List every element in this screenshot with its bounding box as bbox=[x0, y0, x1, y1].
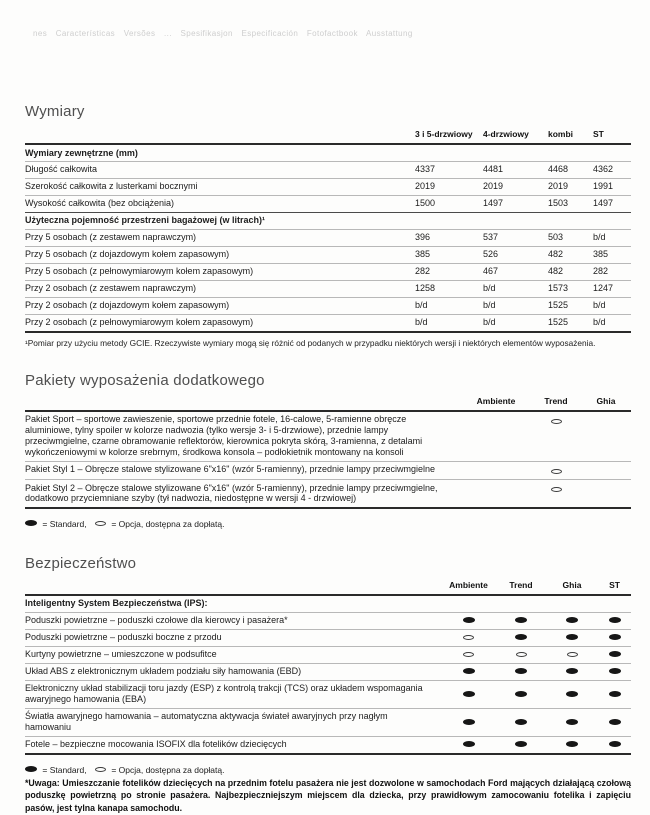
standard-mark-icon bbox=[609, 617, 621, 623]
value-cell: b/d bbox=[593, 300, 606, 311]
table-row bbox=[25, 708, 631, 736]
standard-mark-icon bbox=[566, 617, 578, 623]
option-mark-icon bbox=[551, 469, 562, 474]
table-row bbox=[25, 263, 631, 280]
row-label-cell: Przy 5 osobach (z zestawem naprawczym) bbox=[25, 232, 197, 243]
availability-cell bbox=[441, 629, 496, 646]
standard-mark-icon bbox=[463, 741, 475, 747]
availability-cell bbox=[598, 736, 631, 753]
top-language-nav: nes Características Versões ... Spesifikasjon Especificación Fotofactbook Ausstattung bbox=[33, 29, 413, 38]
value-cell: 1500 bbox=[415, 198, 436, 209]
standard-mark-icon bbox=[25, 520, 37, 526]
availability-cell bbox=[581, 411, 631, 461]
standard-mark-icon bbox=[463, 668, 475, 674]
dimensions-table bbox=[25, 129, 631, 333]
row-label-cell: Pakiet Styl 2 – Obręcze stalowe stylizowane 6"x16" (wzór 5-ramienny), przednie lampy przeciwmgielne, dodatkowo przyciemniane szyby (tył nadwozia, niedostępne w wersji 4 - drzwiowej) bbox=[25, 482, 438, 504]
row-label-cell: Wysokość całkowita (bez obciążenia) bbox=[25, 198, 174, 209]
value-cell: b/d bbox=[483, 317, 496, 328]
row-label-cell: Poduszki powietrzne – poduszki czołowe dla kierowcy i pasażera* bbox=[25, 615, 288, 626]
standard-mark-icon bbox=[515, 741, 527, 747]
standard-mark-icon bbox=[609, 651, 621, 657]
legend-standard-text: = Standard, bbox=[42, 764, 87, 775]
packages-table bbox=[25, 396, 631, 509]
section-label-cell: Inteligentny System Bezpieczeństwa (IPS): bbox=[25, 598, 208, 609]
row-label-cell: Układ ABS z elektronicznym układem podziału siły hamowania (EBD) bbox=[25, 666, 302, 677]
table-row bbox=[25, 246, 631, 263]
packages-section bbox=[25, 372, 631, 529]
option-mark-icon bbox=[95, 767, 106, 772]
row-label-cell: Przy 2 osobach (z dojazdowym kołem zapasowym) bbox=[25, 300, 230, 311]
safety-legend bbox=[25, 765, 631, 775]
value-cell: 4362 bbox=[593, 164, 614, 175]
legend-standard-text: = Standard, bbox=[42, 518, 87, 529]
row-label-cell: Przy 5 osobach (z dojazdowym kołem zapasowym) bbox=[25, 249, 230, 260]
availability-cell bbox=[598, 708, 631, 736]
row-label-cell: Poduszki powietrzne – poduszki boczne z przodu bbox=[25, 632, 222, 643]
legend-option-text: = Opcja, dostępna za dopłatą. bbox=[111, 764, 225, 775]
value-cell: 482 bbox=[548, 266, 564, 277]
availability-cell bbox=[461, 480, 531, 508]
standard-mark-icon bbox=[515, 634, 527, 640]
column-header-trend: Trend bbox=[509, 579, 533, 590]
row-label-cell: Elektroniczny układ stabilizacji toru jazdy (ESP) z kontrolą trakcji (TCS) oraz układem wspomagania awaryjnego hamowania (EBA) bbox=[25, 683, 423, 705]
section-label-cell: Wymiary zewnętrzne (mm) bbox=[25, 147, 138, 158]
value-cell: 1525 bbox=[548, 317, 569, 328]
option-mark-icon bbox=[516, 652, 527, 657]
availability-cell bbox=[546, 680, 598, 708]
standard-mark-icon bbox=[25, 766, 37, 772]
availability-cell bbox=[546, 646, 598, 663]
availability-cell bbox=[546, 629, 598, 646]
availability-cell bbox=[496, 708, 546, 736]
section-header-row bbox=[25, 212, 631, 229]
option-mark-icon bbox=[463, 652, 474, 657]
value-cell: 4337 bbox=[415, 164, 436, 175]
column-header-4-drzwiowy: 4-drzwiowy bbox=[483, 129, 529, 139]
safety-section bbox=[25, 555, 631, 815]
standard-mark-icon bbox=[609, 668, 621, 674]
column-header-3i5-drzwiowy: 3 i 5-drzwiowy bbox=[415, 129, 473, 139]
availability-cell bbox=[598, 646, 631, 663]
table-row bbox=[25, 480, 631, 508]
packages-header-row bbox=[25, 396, 631, 411]
empty-header-cell bbox=[25, 129, 415, 144]
value-cell: 282 bbox=[415, 266, 431, 277]
standard-mark-icon bbox=[566, 668, 578, 674]
table-row bbox=[25, 680, 631, 708]
availability-cell bbox=[496, 663, 546, 680]
availability-cell bbox=[441, 708, 496, 736]
table-row bbox=[25, 461, 631, 479]
section-header-row bbox=[25, 144, 631, 161]
packages-legend bbox=[25, 519, 631, 529]
table-row bbox=[25, 314, 631, 331]
availability-cell bbox=[496, 612, 546, 629]
standard-mark-icon bbox=[609, 634, 621, 640]
section-header-row bbox=[25, 595, 631, 612]
standard-mark-icon bbox=[463, 691, 475, 697]
column-header-st: ST bbox=[593, 129, 604, 139]
option-mark-icon bbox=[463, 635, 474, 640]
value-cell: 537 bbox=[483, 232, 499, 243]
option-mark-icon bbox=[551, 419, 562, 424]
availability-cell bbox=[546, 612, 598, 629]
packages-table-body bbox=[25, 411, 631, 508]
value-cell: 1247 bbox=[593, 283, 614, 294]
availability-cell bbox=[598, 612, 631, 629]
value-cell: 2019 bbox=[483, 181, 504, 192]
value-cell: b/d bbox=[483, 300, 496, 311]
value-cell: b/d bbox=[483, 283, 496, 294]
availability-cell bbox=[461, 411, 531, 461]
table-row bbox=[25, 612, 631, 629]
row-label-cell: Pakiet Sport – sportowe zawieszenie, sportowe przednie fotele, 16-calowe, 5-ramienne obręcze aluminiowe, tylny spoiler w kolorze nadwozia (tylko wersje 3- i 5-drzwiowe), przednie lampy przeciwmgielne, czarne obramowanie reflektorów, kierownica pokryta skórą, 3-ramienna, z detalami wykończeniowymi w kolorze srebrnym, środkowa konsola – podłokietnik montowany na konsoli bbox=[25, 414, 423, 458]
value-cell: 282 bbox=[593, 266, 609, 277]
table-row bbox=[25, 629, 631, 646]
option-mark-icon bbox=[95, 521, 106, 526]
value-cell: 467 bbox=[483, 266, 499, 277]
standard-mark-icon bbox=[515, 617, 527, 623]
value-cell: 1991 bbox=[593, 181, 614, 192]
table-row bbox=[25, 663, 631, 680]
standard-mark-icon bbox=[515, 691, 527, 697]
table-row bbox=[25, 411, 631, 461]
table-row bbox=[25, 195, 631, 212]
table-row bbox=[25, 229, 631, 246]
availability-cell bbox=[496, 736, 546, 753]
standard-mark-icon bbox=[566, 634, 578, 640]
section-label-cell: Użyteczna pojemność przestrzeni bagażowej (w litrach)¹ bbox=[25, 215, 266, 226]
column-header-ghia: Ghia bbox=[596, 395, 616, 406]
value-cell: b/d bbox=[415, 317, 428, 328]
column-header-st: ST bbox=[609, 579, 620, 590]
safety-warning-note: *Uwaga: Umieszczanie fotelików dziecięcych na przednim fotelu pasażera nie jest dozwolone w samochodach Ford mających działającą czołową poduszkę powietrzną po stronie pasażera. Najbezpieczniejszym miejscem dla dziecka, przy prawidłowym zamocowaniu fotelika i zapięciu pasów, jest tylna kanapa samochodu. bbox=[25, 777, 631, 814]
availability-cell bbox=[581, 461, 631, 479]
option-mark-icon bbox=[567, 652, 578, 657]
availability-cell bbox=[598, 663, 631, 680]
table-row bbox=[25, 736, 631, 753]
table-row bbox=[25, 178, 631, 195]
value-cell: 4468 bbox=[548, 164, 569, 175]
standard-mark-icon bbox=[566, 691, 578, 697]
availability-cell bbox=[531, 480, 581, 508]
value-cell: 396 bbox=[415, 232, 431, 243]
availability-cell bbox=[461, 461, 531, 479]
row-label-cell: Przy 2 osobach (z zestawem naprawczym) bbox=[25, 283, 197, 294]
safety-table bbox=[25, 580, 631, 755]
availability-cell bbox=[441, 646, 496, 663]
standard-mark-icon bbox=[515, 668, 527, 674]
column-header-kombi: kombi bbox=[548, 129, 574, 139]
value-cell: 482 bbox=[548, 249, 564, 260]
row-label-cell: Przy 2 osobach (z pełnowymiarowym kołem zapasowym) bbox=[25, 317, 254, 328]
row-label-cell: Światła awaryjnego hamowania – automatyczna aktywacja świateł awaryjnych przy nagłym hamowaniu bbox=[25, 711, 388, 733]
value-cell: 1497 bbox=[593, 198, 614, 209]
standard-mark-icon bbox=[609, 741, 621, 747]
value-cell: 385 bbox=[593, 249, 609, 260]
standard-mark-icon bbox=[463, 719, 475, 725]
document-page bbox=[25, 0, 631, 815]
availability-cell bbox=[441, 736, 496, 753]
standard-mark-icon bbox=[566, 741, 578, 747]
empty-header-cell bbox=[25, 580, 441, 595]
option-mark-icon bbox=[551, 487, 562, 492]
dimensions-table-body bbox=[25, 144, 631, 332]
availability-cell bbox=[496, 680, 546, 708]
availability-cell bbox=[598, 629, 631, 646]
column-header-ambiente: Ambiente bbox=[476, 395, 516, 406]
row-label-cell: Kurtyny powietrzne – umieszczone w podsufitce bbox=[25, 649, 217, 660]
safety-table-body bbox=[25, 595, 631, 754]
availability-cell bbox=[598, 680, 631, 708]
section-title-pakiety: Pakiety wyposażenia dodatkowego bbox=[25, 371, 265, 389]
availability-cell bbox=[441, 663, 496, 680]
dimensions-footnote: ¹Pomiar przy użyciu metody GCIE. Rzeczywiste wymiary mogą się różnić od podanych w przypadku niektórych wersji i niektórych elementów wyposażenia. bbox=[25, 337, 596, 348]
availability-cell bbox=[441, 612, 496, 629]
standard-mark-icon bbox=[515, 719, 527, 725]
availability-cell bbox=[546, 736, 598, 753]
section-title-wymiary: Wymiary bbox=[25, 103, 85, 120]
standard-mark-icon bbox=[463, 617, 475, 623]
row-label-cell: Przy 5 osobach (z pełnowymiarowym kołem zapasowym) bbox=[25, 266, 254, 277]
dimensions-section bbox=[25, 103, 631, 348]
column-header-ambiente: Ambiente bbox=[449, 579, 488, 590]
value-cell: b/d bbox=[415, 300, 428, 311]
safety-header-row bbox=[25, 580, 631, 595]
standard-mark-icon bbox=[609, 691, 621, 697]
availability-cell bbox=[496, 629, 546, 646]
row-label-cell: Pakiet Styl 1 – Obręcze stalowe stylizowane 6"x16" (wzór 5-ramienny), przednie lampy przeciwmgielne bbox=[25, 464, 436, 475]
value-cell: 1525 bbox=[548, 300, 569, 311]
value-cell: 1573 bbox=[548, 283, 569, 294]
availability-cell bbox=[441, 680, 496, 708]
value-cell: 2019 bbox=[548, 181, 569, 192]
table-row bbox=[25, 297, 631, 314]
row-label-cell: Fotele – bezpieczne mocowania ISOFIX dla fotelików dziecięcych bbox=[25, 739, 287, 750]
table-row bbox=[25, 280, 631, 297]
standard-mark-icon bbox=[566, 719, 578, 725]
value-cell: b/d bbox=[593, 232, 606, 243]
value-cell: 385 bbox=[415, 249, 431, 260]
availability-cell bbox=[546, 663, 598, 680]
availability-cell bbox=[496, 646, 546, 663]
column-header-trend: Trend bbox=[544, 395, 568, 406]
value-cell: b/d bbox=[593, 317, 606, 328]
empty-header-cell bbox=[25, 396, 461, 411]
value-cell: 503 bbox=[548, 232, 564, 243]
value-cell: 1258 bbox=[415, 283, 436, 294]
availability-cell bbox=[531, 461, 581, 479]
value-cell: 2019 bbox=[415, 181, 436, 192]
table-row bbox=[25, 646, 631, 663]
value-cell: 4481 bbox=[483, 164, 504, 175]
legend-option-text: = Opcja, dostępna za dopłatą. bbox=[111, 518, 225, 529]
availability-cell bbox=[531, 411, 581, 461]
row-label-cell: Szerokość całkowita z lusterkami bocznymi bbox=[25, 181, 198, 192]
availability-cell bbox=[581, 480, 631, 508]
table-row bbox=[25, 161, 631, 178]
column-header-ghia: Ghia bbox=[562, 579, 582, 590]
availability-cell bbox=[546, 708, 598, 736]
dimensions-header-row bbox=[25, 129, 631, 144]
standard-mark-icon bbox=[609, 719, 621, 725]
value-cell: 526 bbox=[483, 249, 499, 260]
row-label-cell: Długość całkowita bbox=[25, 164, 98, 175]
value-cell: 1503 bbox=[548, 198, 569, 209]
value-cell: 1497 bbox=[483, 198, 504, 209]
section-title-bezpieczenstwo: Bezpieczeństwo bbox=[25, 554, 137, 572]
